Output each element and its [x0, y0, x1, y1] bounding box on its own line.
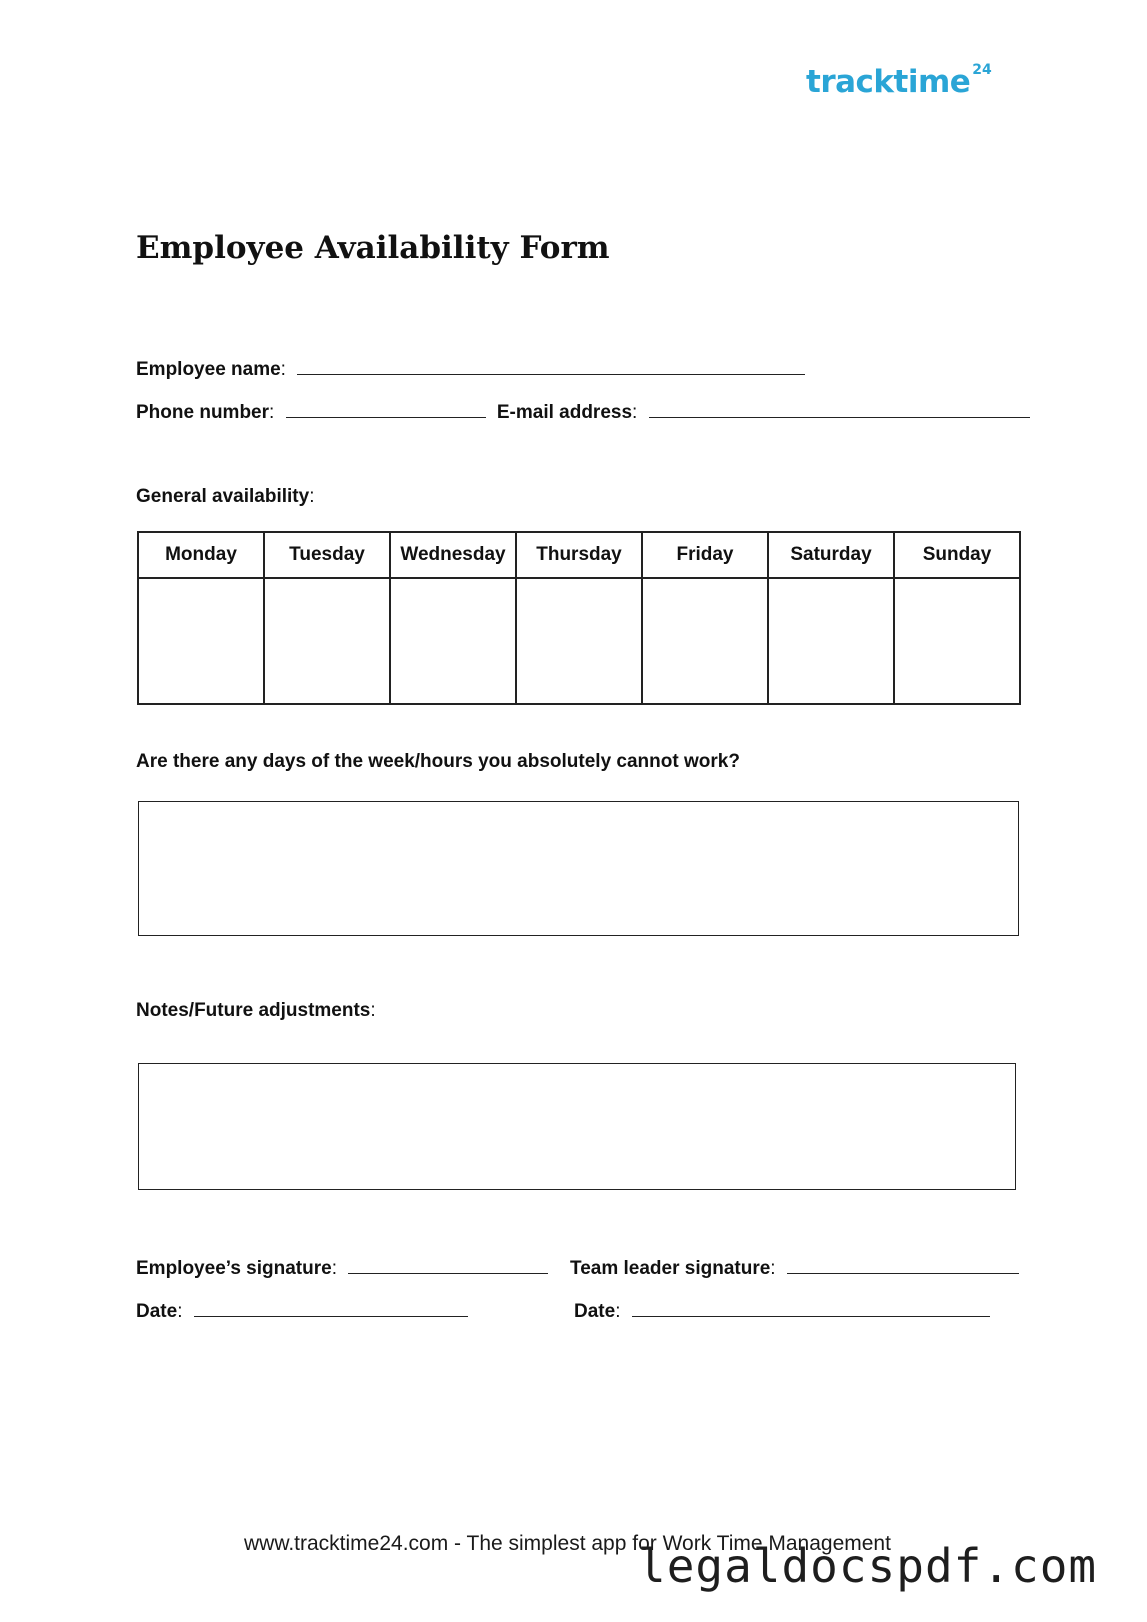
colon: :: [177, 1301, 183, 1322]
team-leader-date-field[interactable]: [632, 1296, 990, 1317]
page-title: Employee Availability Form: [136, 230, 610, 266]
day-header-wednesday: Wednesday: [390, 532, 516, 578]
colon: :: [280, 359, 286, 380]
availability-cell-saturday[interactable]: [768, 578, 894, 704]
availability-cell-sunday[interactable]: [894, 578, 1020, 704]
colon: :: [269, 402, 275, 423]
employee-signature-label: Employee’s signature: [136, 1258, 332, 1279]
availability-cell-thursday[interactable]: [516, 578, 642, 704]
team-leader-signature-field[interactable]: [787, 1253, 1019, 1274]
colon: :: [615, 1301, 621, 1322]
day-header-saturday: Saturday: [768, 532, 894, 578]
team-leader-signature-row: [570, 1253, 1019, 1282]
tracktime24-logo: [806, 60, 992, 104]
availability-table: [137, 531, 1021, 705]
employee-signature-field[interactable]: [348, 1253, 548, 1274]
availability-cell-monday[interactable]: [138, 578, 264, 704]
cannot-work-answer-box[interactable]: [138, 801, 1019, 936]
employee-date-field[interactable]: [194, 1296, 468, 1317]
email-address-field[interactable]: [649, 397, 1030, 418]
employee-name-row: [136, 354, 805, 383]
day-header-thursday: Thursday: [516, 532, 642, 578]
phone-number-field[interactable]: [286, 397, 486, 418]
employee-name-field[interactable]: [297, 354, 805, 375]
logo-superscript: 24: [972, 62, 992, 78]
day-header-monday: Monday: [138, 532, 264, 578]
email-address-label: E-mail address: [496, 402, 633, 423]
employee-date-label: Date: [136, 1301, 178, 1322]
colon: :: [770, 1258, 776, 1279]
day-header-tuesday: Tuesday: [264, 532, 390, 578]
availability-cell-tuesday[interactable]: [264, 578, 390, 704]
employee-signature-row: [136, 1253, 548, 1282]
notes-box[interactable]: [138, 1063, 1016, 1190]
logo-text: tracktime: [806, 64, 971, 100]
notes-label: Notes/Future adjustments:: [136, 1000, 376, 1021]
employee-name-label: Employee name: [136, 359, 281, 380]
availability-cell-friday[interactable]: [642, 578, 768, 704]
general-availability-label: General availability:: [136, 486, 315, 507]
availability-cell-wednesday[interactable]: [390, 578, 516, 704]
footer-text: www.tracktime24.com - The simplest app for Work Time Management: [244, 1532, 891, 1555]
colon: :: [632, 402, 638, 423]
team-leader-date-row: [574, 1296, 990, 1325]
day-header-sunday: Sunday: [894, 532, 1020, 578]
team-leader-date-label: Date: [574, 1301, 616, 1322]
watermark: legaldocspdf.com: [638, 1539, 1098, 1593]
colon: :: [331, 1258, 337, 1279]
employee-date-row: [136, 1296, 468, 1325]
phone-number-label: Phone number: [136, 402, 270, 423]
day-header-friday: Friday: [642, 532, 768, 578]
contact-row: [136, 397, 1030, 426]
cannot-work-question: Are there any days of the week/hours you absolutely cannot work?: [136, 751, 740, 772]
team-leader-signature-label: Team leader signature: [570, 1258, 771, 1279]
